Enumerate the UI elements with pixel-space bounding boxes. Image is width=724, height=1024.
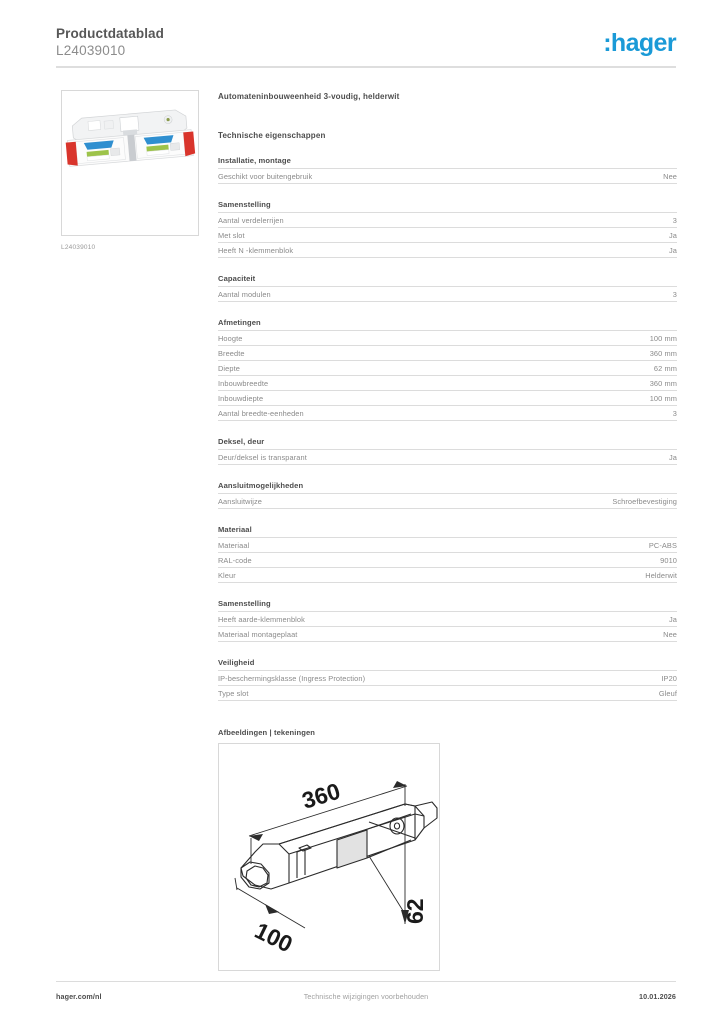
table-row [218,287,677,302]
spec-value: Nee [530,169,677,184]
spec-value: Nee [530,627,677,642]
spec-label: RAL-code [218,553,530,568]
table-row [218,568,677,583]
table-row [218,228,677,243]
header-divider [56,66,676,68]
spec-value: 9010 [530,553,677,568]
spec-section [218,481,677,509]
spec-value: 100 mm [530,391,677,406]
page-footer [56,992,676,1006]
spec-section-heading: Installatie, montage [218,156,291,165]
spec-table [218,168,677,184]
table-row [218,494,677,509]
spec-value: 3 [530,213,677,228]
table-row [218,361,677,376]
product-image-column [61,90,201,251]
dim-width-label: 360 [298,777,344,814]
spec-value: PC-ABS [530,538,677,553]
spec-value: 62 mm [530,361,677,376]
spec-table [218,493,677,509]
technical-drawing [219,744,439,970]
table-row [218,538,677,553]
spec-value: Helderwit [530,568,677,583]
spec-value: Ja [530,228,677,243]
spec-label: Aantal verdelerrijen [218,213,530,228]
spec-table [218,212,677,258]
spec-label: Heeft aarde-klemmenblok [218,612,530,627]
spec-value: IP20 [530,671,677,686]
spec-value: Ja [530,612,677,627]
spec-label: Aantal modulen [218,287,530,302]
product-reference: L24039010 [56,43,126,58]
table-row [218,169,677,184]
spec-label: Geschikt voor buitengebruik [218,169,530,184]
product-photo-caption: L24039010 [61,244,96,251]
table-row [218,346,677,361]
spec-section [218,156,677,184]
spec-label: Materiaal montageplaat [218,627,530,642]
spec-label: Inbouwbreedte [218,376,530,391]
spec-value: 100 mm [530,331,677,346]
table-row [218,686,677,701]
spec-value: Gleuf [530,686,677,701]
spec-label: Deur/deksel is transparant [218,450,530,465]
spec-label: Aantal breedte-eenheden [218,406,530,421]
spec-table [218,670,677,701]
spec-section-heading: Samenstelling [218,200,271,209]
product-photo [62,91,198,235]
spec-value: 360 mm [530,346,677,361]
dim-depth-label: 100 [250,917,297,958]
footer-disclaimer: Technische wijzigingen voorbehouden [303,992,429,1001]
spec-label: Hoogte [218,331,530,346]
spec-label: Aansluitwijze [218,494,530,509]
spec-section-heading: Aansluitmogelijkheden [218,481,304,490]
page-header [56,26,676,70]
table-row [218,213,677,228]
spec-section-heading: Capaciteit [218,274,256,283]
spec-label: Diepte [218,361,530,376]
spec-table [218,449,677,465]
spec-table [218,330,677,421]
table-row [218,406,677,421]
table-row [218,553,677,568]
table-row [218,331,677,346]
spec-value: 3 [530,406,677,421]
table-row [218,376,677,391]
footer-date: 10.01.2026 [639,992,676,1001]
spec-section-heading: Afmetingen [218,318,261,327]
spec-value: 3 [530,287,677,302]
table-row [218,627,677,642]
technical-drawing-frame [218,743,440,971]
spec-label: Breedte [218,346,530,361]
spec-value: 360 mm [530,376,677,391]
spec-value: Ja [530,450,677,465]
spec-table [218,286,677,302]
technical-properties-title: Technische eigenschappen [218,131,326,140]
spec-section [218,318,677,421]
table-row [218,243,677,258]
spec-section-heading: Veiligheid [218,658,255,667]
spec-table [218,537,677,583]
spec-value: Ja [530,243,677,258]
footer-website[interactable]: hager.com/nl [56,992,102,1001]
dim-height-label: 62 [402,898,428,924]
page-title: Productdatablad [56,26,165,41]
drawings-title: Afbeeldingen | tekeningen [218,728,316,737]
spec-section [218,200,677,258]
spec-label: Type slot [218,686,530,701]
table-row [218,671,677,686]
hager-logo: :hager [603,29,676,57]
table-row [218,391,677,406]
spec-label: Kleur [218,568,530,583]
spec-section [218,525,677,583]
spec-section-heading: Deksel, deur [218,437,265,446]
spec-label: Materiaal [218,538,530,553]
table-row [218,612,677,627]
spec-section [218,658,677,701]
product-photo-frame [61,90,199,236]
spec-label: Inbouwdiepte [218,391,530,406]
spec-section-heading: Samenstelling [218,599,271,608]
spec-section [218,437,677,465]
table-row [218,450,677,465]
spec-label: IP-beschermingsklasse (Ingress Protection) [218,671,530,686]
spec-section [218,274,677,302]
spec-table [218,611,677,642]
spec-label: Heeft N -klemmenblok [218,243,530,258]
spec-section-heading: Materiaal [218,525,252,534]
spec-value: Schroefbevestiging [530,494,677,509]
footer-divider [56,981,676,982]
spec-label: Met slot [218,228,530,243]
spec-content [218,92,677,971]
product-name: Automateninbouweenheid 3-voudig, helderwit [218,92,400,101]
spec-section [218,599,677,642]
spec-sections [218,156,677,701]
